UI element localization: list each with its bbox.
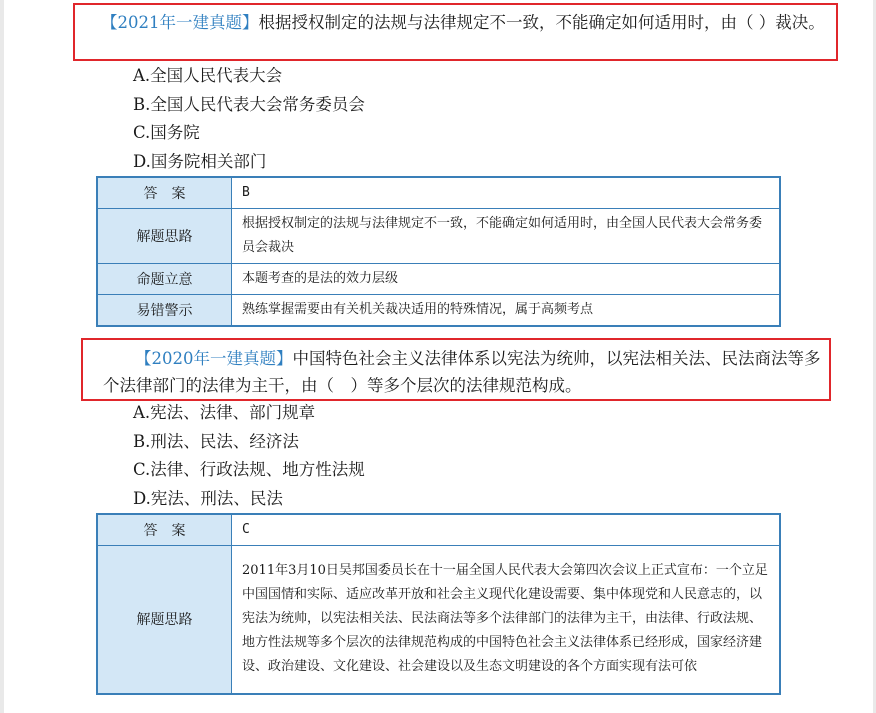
solution-label: 解题思路 [97, 209, 232, 264]
solution-value: 2011年3月10日吴邦国委员长在十一届全国人民代表大会第四次会议上正式宣布：一个立足中国国情和实际、适应改革开放和社会主义现代化建设需要、集中体现党和人民意志的，以宪法为统帅，以宪法相关法、民法商法等多个法律部门的法律为主干，由法律、行政法规、地方性法规等多个层次的法律规范构成的中国特色社会主义法律体系已经形成，国家经济建设、政治建设、文化建设、社会建设以及生态文明建设的各个方面实现有法可依 [232, 546, 781, 694]
warning-label: 易错警示 [97, 295, 232, 327]
answer-value: C [232, 514, 781, 546]
intent-value: 本题考查的是法的效力层级 [232, 264, 781, 295]
question-2-options [133, 399, 365, 513]
table-row [97, 546, 780, 694]
solution-value: 根据授权制定的法规与法律规定不一致，不能确定如何适用时，由全国人民代表大会常务委员会裁决 [232, 209, 781, 264]
answer-label: 答 案 [97, 514, 232, 546]
warning-value: 熟练掌握需要由有关机关裁决适用的特殊情况，属于高频考点 [232, 295, 781, 327]
question-1-option-c: C.国务院 [133, 123, 200, 142]
answer-value: B [232, 177, 781, 209]
solution-label: 解题思路 [97, 546, 232, 694]
question-2-answer-table [96, 513, 781, 695]
question-2-option-a: A.宪法、法律、部门规章 [133, 403, 316, 422]
answer-label: 答 案 [97, 177, 232, 209]
table-row [97, 209, 780, 264]
table-row [97, 177, 780, 209]
question-1-option-a: A.全国人民代表大会 [133, 66, 283, 85]
question-1-option-b: B.全国人民代表大会常务委员会 [133, 94, 365, 114]
table-row [97, 295, 780, 327]
table-row [97, 264, 780, 295]
question-1-stem-box [73, 3, 838, 61]
page-edge-left [0, 0, 4, 713]
question-1-options [133, 62, 365, 176]
question-1-option-d: D.国务院相关部门 [133, 151, 267, 171]
question-2-option-b: B.刑法、民法、经济法 [133, 431, 299, 451]
question-2-stem: 中国特色社会主义法律体系以宪法为统帅，以宪法相关法、民法商法等多个法律部门的法律为主干，由（ ）等多个层次的法律规范构成。 [103, 349, 821, 395]
question-2-option-c: C.法律、行政法规、地方性法规 [133, 460, 365, 479]
question-2-stem-box [81, 338, 831, 401]
intent-label: 命题立意 [97, 264, 232, 295]
question-1-answer-table [96, 176, 781, 327]
question-1-exam-tag: 【2021年一建真题】 [101, 13, 259, 32]
question-2-exam-tag: 【2020年一建真题】 [135, 349, 293, 368]
question-2-option-d: D.宪法、刑法、民法 [133, 488, 283, 508]
table-row [97, 514, 780, 546]
question-1-stem: 根据授权制定的法规与法律规定不一致，不能确定如何适用时，由（ ）裁决。 [258, 13, 825, 32]
